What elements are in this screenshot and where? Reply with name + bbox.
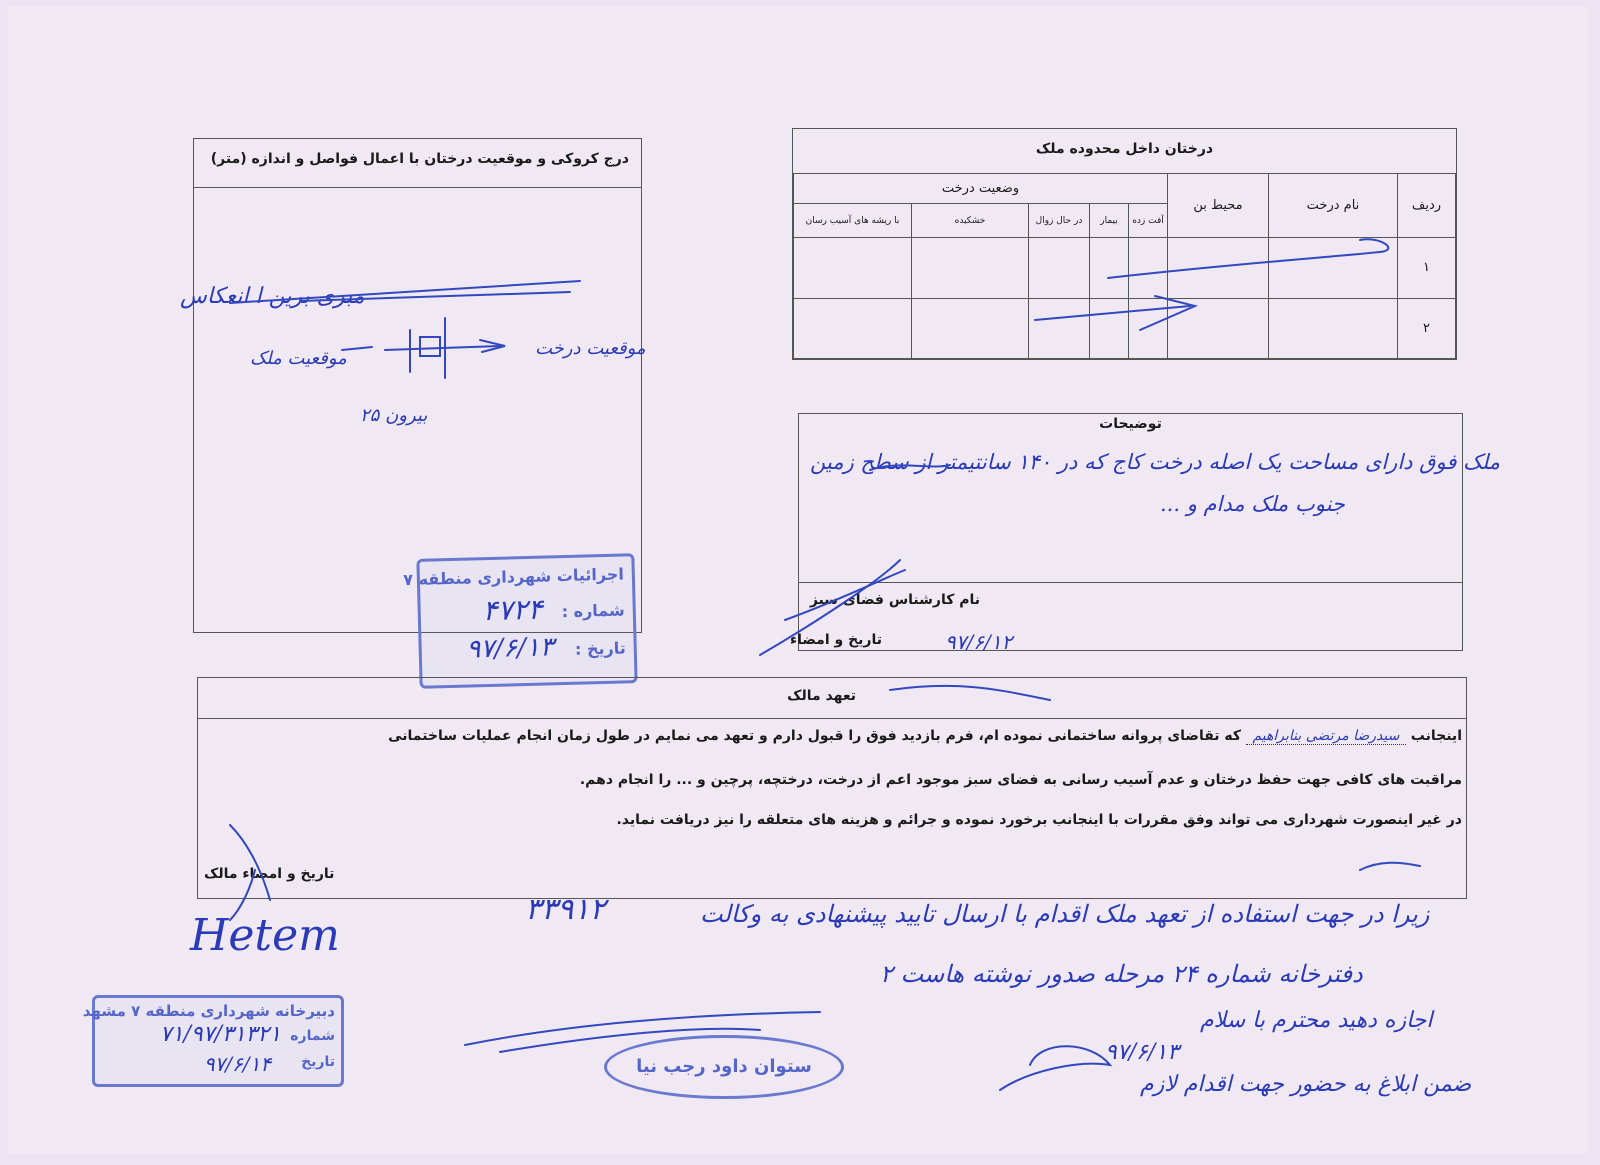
stamp-officer-name: ستوان داود رجب نیا [636, 1056, 812, 1077]
stamp-secretariat [82, 995, 344, 1087]
stamp-secretariat-number-label: شماره [290, 1028, 335, 1044]
owner-line3: در غیر اینصورت شهرداری می تواند وفق مقررات با اینجانب برخورد نموده و جرائم و هزینه های متعلقه را نیز دریافت نماید. [616, 812, 1462, 828]
sketch-note-tree-position: موقعیت درخت [535, 338, 646, 359]
stamp-secretariat-date: ۹۷/۶/۱۴ [203, 1052, 271, 1076]
expert-sign-date: ۹۷/۶/۱۲ [945, 630, 1013, 654]
table-row [794, 298, 1456, 359]
header-row-number: ردیف [1398, 174, 1456, 238]
table-row [794, 238, 1456, 299]
expert-date-sign-label: تاریخ و امضاء [789, 632, 882, 648]
stamp-officer [604, 1035, 844, 1099]
owner-signature: Hetem [190, 910, 340, 961]
stamp-zone7-operations [403, 553, 637, 689]
cell-empty [1090, 298, 1129, 359]
owner-commitment-divider [198, 718, 1466, 719]
header-dried: خشکیده [912, 204, 1029, 238]
owner-name-handwritten: سیدرضا مرتضی بنابراهیم [1246, 728, 1406, 745]
stamp-secretariat-title: دبیرخانه شهرداری منطقه ۷ مشهد [82, 1002, 335, 1020]
sketch-note-property-position: موقعیت ملک [250, 348, 347, 369]
cell-empty [1269, 238, 1398, 299]
owner-line1 [388, 728, 1462, 745]
trees-table [793, 173, 1456, 359]
stamp-secretariat-date-label: تاریخ [301, 1054, 335, 1070]
cell-empty [1029, 298, 1090, 359]
handwritten-line1: زیرا در جهت استفاده از تعهد ملک اقدام با ارسال تایید پیشنهادی به وکالت [700, 900, 1430, 928]
cell-empty [912, 298, 1029, 359]
trees-table-panel [792, 128, 1457, 360]
cell-empty [1090, 238, 1129, 299]
stamp-ops-date: ۹۷/۶/۱۳ [465, 632, 555, 665]
cell-empty [794, 238, 912, 299]
header-pest: آفت زده [1129, 204, 1168, 238]
notes-divider [799, 582, 1462, 583]
header-tree-name: نام درخت [1269, 174, 1398, 238]
header-harmful-roots: با ریشه های آسیب رسان [794, 204, 912, 238]
notes-handwriting-line1: ملک فوق دارای مساحت یک اصله درخت کاج که در ۱۴۰ سانتیمتر از سطح زمین [810, 450, 1501, 474]
header-tree-status: وضعیت درخت [794, 174, 1168, 204]
sketch-note-line1: مبری برین ا انعکاس [180, 284, 365, 309]
stamp-ops-number-label: شماره : [561, 600, 625, 622]
cell-empty [1129, 298, 1168, 359]
handwritten-date: ۹۷/۶/۱۳ [1105, 1040, 1179, 1065]
notes-panel [789, 413, 1463, 651]
row-number-2: ۲ [1398, 298, 1456, 359]
stamp-ops-date-label: تاریخ : [574, 638, 626, 659]
header-declining: در حال زوال [1029, 204, 1090, 238]
handwritten-greeting: اجازه دهید محترم با سلام [1200, 1008, 1433, 1033]
owner-commitment-title: تعهد مالک [787, 688, 856, 704]
notes-title: توضیحات [1099, 416, 1162, 432]
stamp-secretariat-number: ۷۱/۹۷/۳۱۳۲۱ [159, 1022, 281, 1047]
handwritten-line2: دفترخانه شماره ۲۴ مرحله صدور نوشته هاست ۲ [880, 960, 1363, 988]
stamp-ops-title: اجرائیات شهرداری منطقه ۷ [403, 564, 625, 590]
cell-empty [1168, 238, 1269, 299]
cell-empty [794, 298, 912, 359]
cell-empty [1029, 238, 1090, 299]
owner-commitment-panel [197, 677, 1467, 899]
sketch-note-outside: بیرون ۲۵ [360, 405, 428, 426]
owner-sign-label: تاریخ و امضاء مالک [204, 866, 335, 882]
cell-empty [912, 238, 1029, 299]
cell-empty [1168, 298, 1269, 359]
stamp-ops-number: ۴۷۲۴ [482, 592, 544, 628]
handwritten-greeting2: ضمن ابلاغ به حضور جهت اقدام لازم [1140, 1072, 1472, 1097]
row-number-1: ۱ [1398, 238, 1456, 299]
cell-empty [1269, 298, 1398, 359]
trees-table-title: درختان داخل محدوده ملک [1035, 141, 1214, 157]
owner-line1-end: که تقاضای پروانه ساختمانی نموده ام، فرم بازدید فوق را قبول دارم و تعهد می نمایم در طول زمان انجام عملیات ساختمانی [388, 728, 1242, 744]
trees-table-header-row [793, 129, 1456, 174]
header-trunk-girth: محیط بن [1168, 174, 1269, 238]
letter-number: ۳۳۹۱۲ [525, 892, 606, 927]
owner-line1-start: اینجانب [1410, 728, 1462, 744]
header-sick: بیمار [1090, 204, 1129, 238]
sketch-panel-title: درج کروکی و موقعیت درختان با اعمال فواصل و اندازه (متر) [210, 151, 629, 167]
sketch-title-divider [194, 187, 641, 188]
expert-name-label: نام کارشناس فضای سبز [809, 592, 980, 608]
notes-handwriting-line2: جنوب ملک مدام و ... [1160, 492, 1345, 516]
cell-empty [1129, 238, 1168, 299]
owner-line2: مراقبت های کافی جهت حفظ درختان و عدم آسیب رسانی به فضای سبز موجود اعم از درخت، درختچه، پرچین و ... را انجام دهم. [579, 772, 1462, 788]
